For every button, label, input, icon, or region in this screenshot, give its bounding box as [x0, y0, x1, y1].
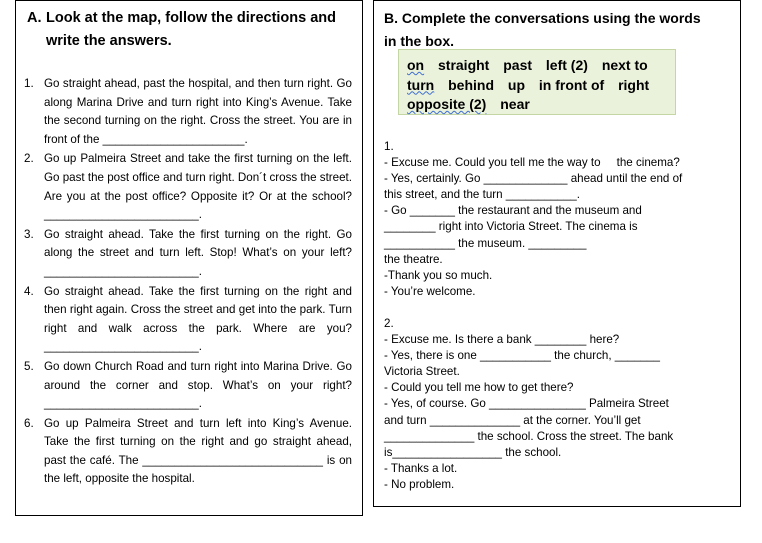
question-number: 5. — [24, 359, 34, 373]
word-box-word: opposite (2) — [407, 96, 487, 112]
conversation-line: - Excuse me. Could you tell me the way to the cinema? — [384, 156, 680, 170]
question-text: Go straight ahead. Take the first turning on the right. Go along the street and turn left. Stop! What’s on your left? ________________________. — [44, 227, 352, 278]
section-a-letter: A. — [27, 10, 42, 26]
section-b-heading — [384, 7, 729, 53]
conversation-line: is_________________ the school. — [384, 445, 562, 459]
question-number: 1. — [24, 77, 34, 90]
word-box-word: turn — [407, 76, 435, 93]
question-number: 2. — [24, 152, 34, 166]
conversation-line: - You’re welcome. — [384, 284, 476, 298]
conversation-line: - No problem. — [384, 477, 455, 491]
conversation-line: - Yes, there is one ___________ the church, _______ — [384, 349, 660, 363]
section-a-panel — [15, 0, 363, 516]
question-item — [24, 415, 352, 489]
conversation-line: ________ right into Victoria Street. The cinema is — [384, 220, 638, 234]
section-b-heading-line2: in the box. — [384, 33, 454, 49]
section-b-panel — [373, 0, 741, 507]
question-item — [24, 75, 352, 149]
question-item — [24, 150, 352, 224]
conversation-line: - Yes, of course. Go _______________ Palmeira Street — [384, 397, 669, 411]
section-b-letter: B. — [384, 10, 398, 26]
word-box-word: next to — [601, 57, 648, 73]
question-number: 6. — [24, 416, 34, 430]
conversation-line: - Could you tell me how to get there? — [384, 381, 574, 395]
conversation-line: ______________ the school. Cross the street. The bank — [384, 429, 674, 443]
conversation-2 — [384, 316, 729, 493]
question-list — [24, 75, 352, 489]
question-text: Go down Church Road and turn right into Marina Drive. Go around the corner and stop. What’s on your right? ________________________. — [44, 359, 352, 411]
word-box-row — [407, 95, 675, 115]
question-text: Go up Palmeira Street and turn left into King’s Avenue. Take the first turning on the right and go straight ahead, past the café. The ____________________________ is on the left, opposite the hospital. — [44, 416, 352, 486]
question-text: Go straight ahead, past the hospital, and then turn right. Go along Marina Drive and turn right into King’s Avenue. Take the second turning on the right. Cross the street. You are in front of the ______________________. — [44, 77, 352, 146]
conversation-line: - Yes, certainly. Go _____________ ahead until the end of — [384, 172, 683, 186]
question-item — [24, 283, 352, 357]
word-box-word: behind — [448, 76, 494, 93]
word-box-word: up — [507, 76, 525, 93]
conversation-line: 2. — [384, 317, 394, 330]
question-number: 4. — [24, 284, 34, 298]
section-b-heading-line1: Complete the conversations using the words — [401, 10, 701, 26]
conversation-line: ___________ the museum. _________ — [384, 236, 587, 250]
word-box-row — [407, 56, 675, 76]
word-box-word: left (2) — [545, 57, 588, 73]
conversation-1 — [384, 139, 729, 300]
conversation-line: Victoria Street. — [384, 365, 460, 379]
conversation-line: this street, and the turn ___________. — [384, 188, 580, 202]
question-item — [24, 358, 352, 414]
word-box-word: right — [618, 76, 650, 93]
word-box — [398, 49, 676, 115]
section-a-heading-line2: write the answers. — [46, 33, 172, 49]
conversation-line: - Thanks a lot. — [384, 461, 458, 475]
section-a-heading-line1: Look at the map, follow the directions and — [46, 10, 337, 26]
conversation-line: and turn ______________ at the corner. You’ll get — [384, 413, 641, 427]
conversation-line: the theatre. — [384, 252, 443, 266]
question-number: 3. — [24, 227, 34, 241]
question-text: Go straight ahead. Take the first turning on the right and then right again. Cross the street and get into the park. Turn right and walk across the park. Where are you? ________________________. — [44, 284, 352, 354]
word-box-word: on — [407, 57, 425, 73]
conversation-line: -Thank you so much. — [384, 268, 493, 282]
conversation-line: 1. — [384, 140, 394, 153]
question-item — [24, 226, 352, 282]
word-box-word: in front of — [538, 76, 605, 93]
conversation-line: - Go _______ the restaurant and the museum and — [384, 204, 642, 218]
word-box-row — [407, 76, 675, 96]
word-box-word: near — [500, 96, 530, 112]
word-box-word: straight — [438, 57, 490, 73]
section-a-heading — [27, 7, 352, 53]
word-box-word: past — [503, 57, 533, 73]
conversation-line: - Excuse me. Is there a bank ________ here? — [384, 333, 620, 347]
question-text: Go up Palmeira Street and take the first turning on the left. Go past the post office and turn right. Don´t cross the street. Are you at the post office? Opposite it? Or at the school? ________________________. — [44, 152, 352, 222]
